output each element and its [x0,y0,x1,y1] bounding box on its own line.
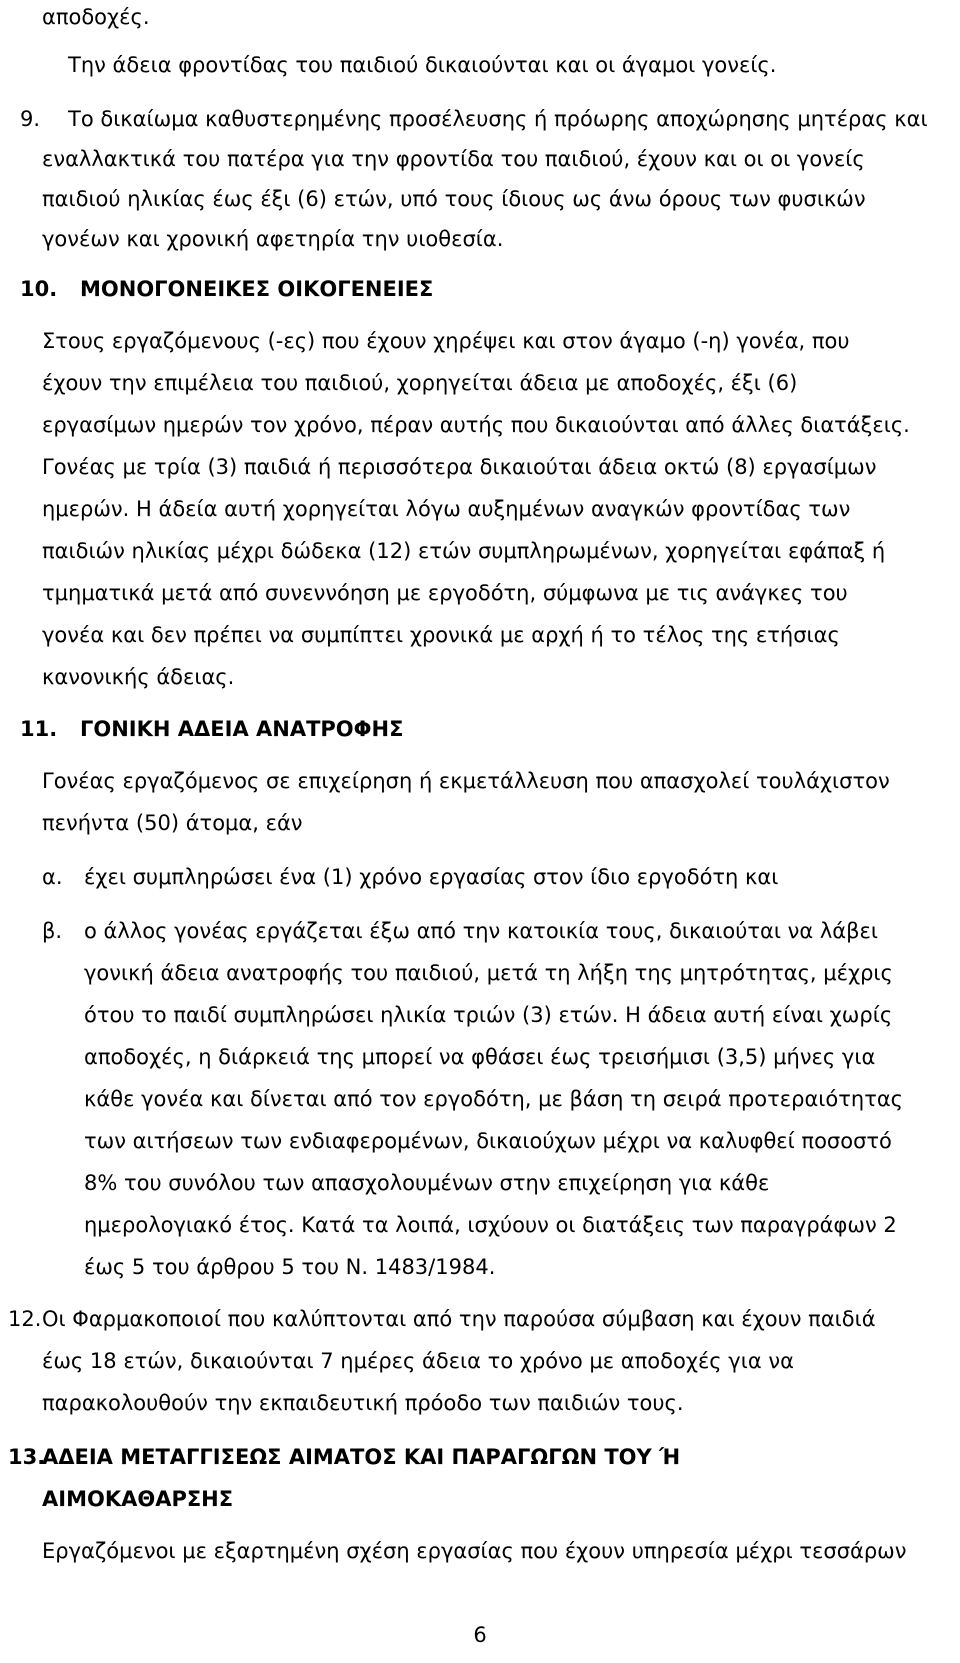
text-line: παρακολουθούν την εκπαιδευτική πρόοδο των παιδιών τους. [42,1391,684,1415]
text-line: Την άδεια φροντίδας του παιδιού δικαιούνται και οι άγαμοι γονείς. [68,53,777,77]
text-line: εργασίμων ημερών τον χρόνο, πέραν αυτής που δικαιούνται από άλλες διατάξεις. [42,413,910,437]
text-line: γονική άδεια ανατροφής του παιδιού, μετά τη λήξη της μητρότητας, μέχρις [84,961,893,985]
page-number: 6 [473,1623,487,1647]
section-heading: ΑΙΜΟΚΑΘΑΡΣΗΣ [42,1487,234,1511]
text-line: Εργαζόμενοι με εξαρτημένη σχέση εργασίας που έχουν υπηρεσία μέχρι τεσσάρων [42,1539,907,1563]
text-line: Στους εργαζόμενους (-ες) που έχουν χηρέψει και στον άγαμο (-η) γονέα, που [42,329,850,353]
text-line: ο άλλος γονέας εργάζεται έξω από την κατοικία τους, δικαιούται να λάβει [84,919,879,943]
item-number: 9. [20,107,41,131]
text-line: ημερολογιακό έτος. Κατά τα λοιπά, ισχύουν οι διατάξεις των παραγράφων 2 [84,1213,897,1237]
text-line: Οι Φαρμακοποιοί που καλύπτονται από την παρούσα σύμβαση και έχουν παιδιά [42,1307,876,1331]
text-line: 8% του συνόλου των απασχολουμένων στην επιχείρηση για κάθε [84,1171,770,1195]
text-line: των αιτήσεων των ενδιαφερομένων, δικαιούχων μέχρι να καλυφθεί ποσοστό [84,1129,892,1153]
text-line: παιδιών ηλικίας μέχρι δώδεκα (12) ετών συμπληρωμένων, χορηγείται εφάπαξ ή [42,539,886,563]
text-line: έως 5 του άρθρου 5 του Ν. 1483/1984. [84,1255,496,1279]
text-line: έχουν την επιμέλεια του παιδιού, χορηγείται άδεια με αποδοχές, έξι (6) [42,371,798,395]
text-line: Γονέας εργαζόμενος σε επιχείρηση ή εκμετάλλευση που απασχολεί τουλάχιστον [42,769,890,793]
text-line: Γονέας με τρία (3) παιδιά ή περισσότερα δικαιούται άδεια οκτώ (8) εργασίμων [42,455,877,479]
text-line [68,104,928,134]
list-label-b: β. [42,919,63,943]
item-number: 12. [8,1307,42,1331]
text-line: γονέα και δεν πρέπει να συμπίπτει χρονικά με αρχή ή το τέλος της ετήσιας [42,623,840,647]
text-line: ημερών. Η άδεία αυτή χορηγείται λόγω αυξημένων αναγκών φροντίδας των [42,497,851,521]
section-heading: ΓΟΝΙΚΗ ΑΔΕΙΑ ΑΝΑΤΡΟΦΗΣ [80,717,404,741]
text-line: κάθε γονέα και δίνεται από τον εργοδότη, με βάση τη σειρά προτεραιότητας [84,1087,904,1111]
text-line: έχει συμπληρώσει ένα (1) χρόνο εργασίας στον ίδιο εργοδότη και [84,865,779,889]
text-line: πενήντα (50) άτομα, εάν [42,811,303,835]
text-line: γονέων και χρονική αφετηρία την υιοθεσία. [42,227,504,251]
text-line: αποδοχές. [42,5,150,29]
list-label-a: α. [42,865,63,889]
text-line: έως 18 ετών, δικαιούνται 7 ημέρες άδεια το χρόνο με αποδοχές για να [42,1349,794,1373]
item-number: 13. [8,1445,46,1469]
text-line: τμηματικά μετά από συνεννόηση με εργοδότη, σύμφωνα με τις ανάγκες του [42,581,848,605]
text-line: παιδιού ηλικίας έως έξι (6) ετών, υπό τους ίδιους ως άνω όρους των φυσικών [42,187,866,211]
section-heading: ΜΟΝΟΓΟΝΕΙΚΕΣ ΟΙΚΟΓΕΝΕΙΕΣ [80,277,434,301]
text-line-content: Το δικαίωμα καθυστερημένης προσέλευσης ή πρόωρης αποχώρησης μητέρας και [68,107,928,131]
section-heading: ΑΔΕΙΑ ΜΕΤΑΓΓΙΣΕΩΣ ΑΙΜΑΤΟΣ ΚΑΙ ΠΑΡΑΓΩΓΩΝ ΤΟΥ Ή [42,1445,681,1469]
item-number: 10. [20,277,58,301]
text-line: αποδοχές, η διάρκειά της μπορεί να φθάσει έως τρεισήμισι (3,5) μήνες για [84,1045,876,1069]
text-line: εναλλακτικά του πατέρα για την φροντίδα του παιδιού, έχουν και οι οι γονείς [42,147,865,171]
text-line: ότου το παιδί συμπληρώσει ηλικία τριών (3) ετών. Η άδεια αυτή είναι χωρίς [84,1003,893,1027]
text-line: κανονικής άδειας. [42,665,235,689]
item-number: 11. [20,717,58,741]
